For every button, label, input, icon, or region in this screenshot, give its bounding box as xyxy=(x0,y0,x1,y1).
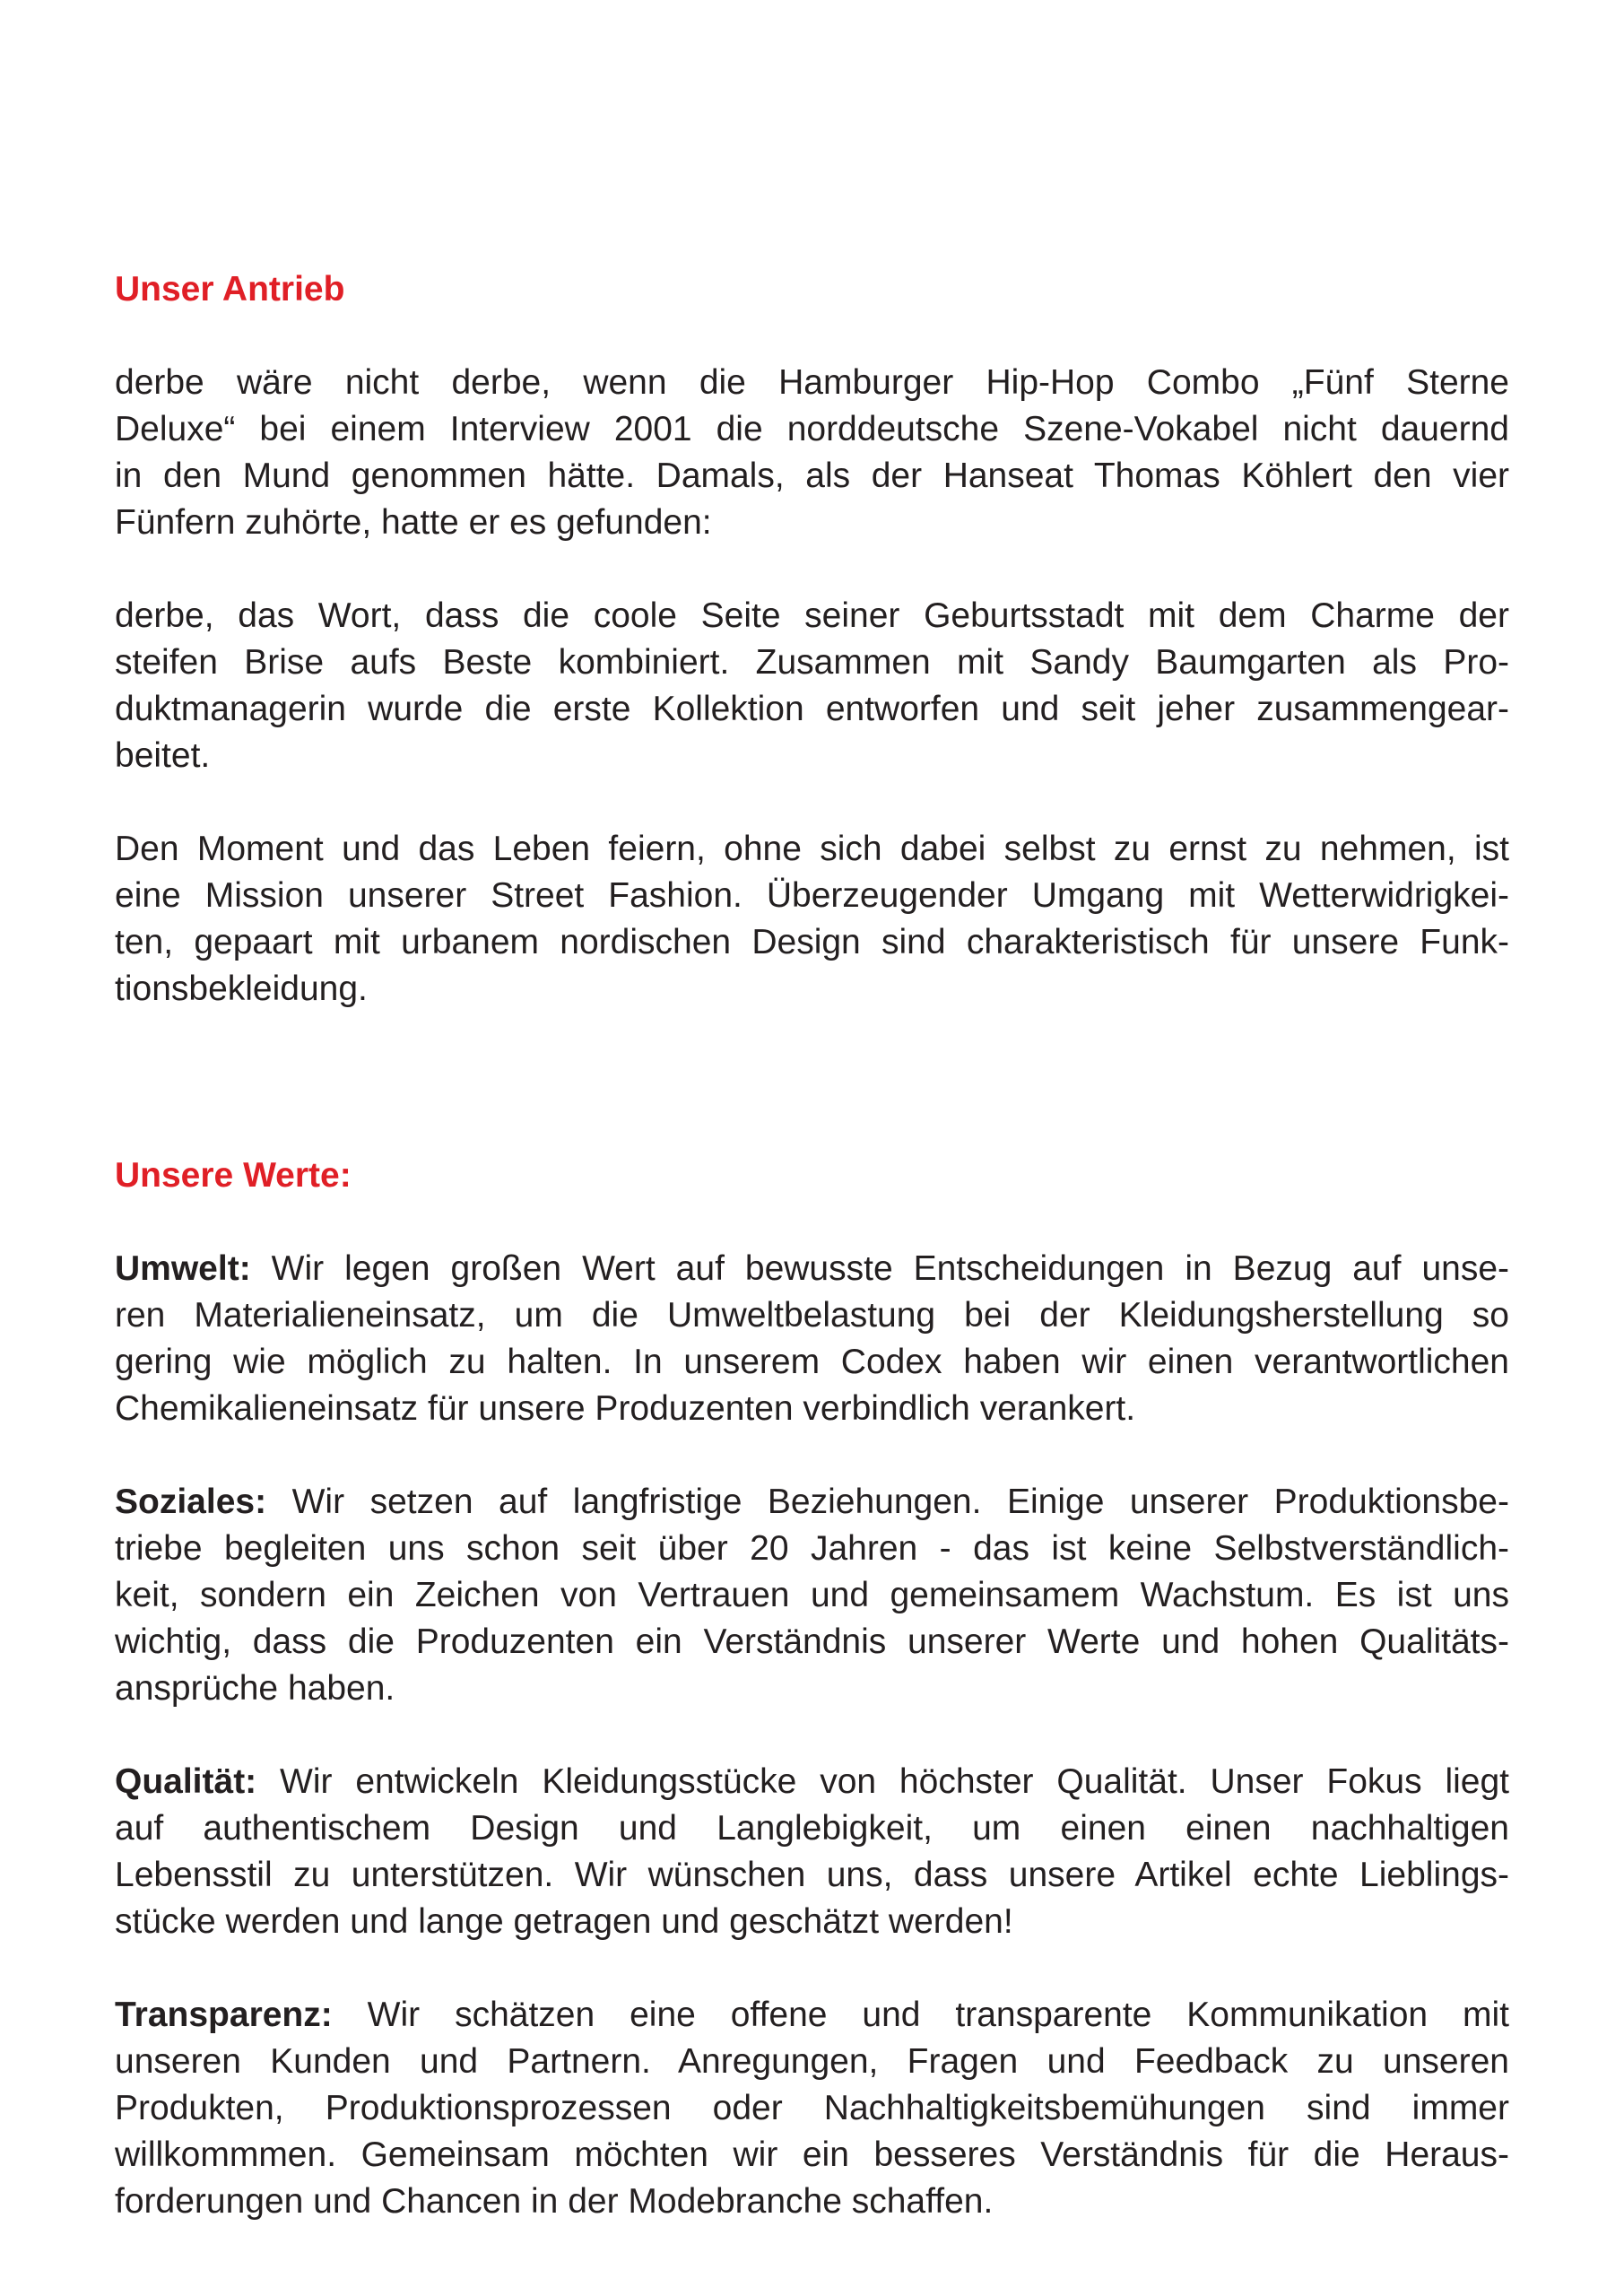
text-line: keit, sondern ein Zeichen von Vertrauen und gemeinsamem Wachstum. Es ist uns xyxy=(115,1576,1509,1614)
value-label: Umwelt: xyxy=(115,1249,251,1288)
text-line xyxy=(115,1992,1509,2039)
text-line: unseren Kunden und Partnern. Anregungen, Fragen und Feedback zu unseren xyxy=(115,2042,1509,2081)
value-item-transparenz xyxy=(115,1992,1509,2225)
value-label: Soziales: xyxy=(115,1483,267,1521)
value-text: Wir legen großen Wert auf bewusste Entscheidungen in Bezug auf unse- xyxy=(250,1249,1509,1288)
value-text: Wir entwickeln Kleidungsstücke von höchster Qualität. Unser Fokus liegt xyxy=(256,1762,1509,1801)
text-line: gering wie möglich zu halten. In unserem Codex haben wir einen verantwortlichen xyxy=(115,1343,1509,1381)
text-line: Fünfern zuhörte, hatte er es gefunden: xyxy=(115,503,712,542)
value-label: Transparenz: xyxy=(115,1996,333,2034)
text-line: Lebensstil zu unterstützen. Wir wünschen uns, dass unsere Artikel echte Lieblings- xyxy=(115,1856,1509,1894)
value-item-umwelt xyxy=(115,1246,1509,1432)
text-line: ansprüche haben. xyxy=(115,1669,395,1708)
text-line: wichtig, dass die Produzenten ein Verständnis unserer Werte und hohen Qualitäts- xyxy=(115,1622,1509,1661)
section-title: Unsere Werte: xyxy=(115,1156,352,1195)
text-line: beitet. xyxy=(115,736,211,775)
text-line: ren Materialieneinsatz, um die Umweltbelastung bei der Kleidungsherstellung so xyxy=(115,1296,1509,1335)
text-line: forderungen und Chancen in der Modebranche schaffen. xyxy=(115,2182,994,2221)
paragraph-antrieb-2 xyxy=(115,593,1509,779)
text-line: eine Mission unserer Street Fashion. Überzeugender Umgang mit Wetterwidrigkei- xyxy=(115,876,1509,915)
value-item-soziales xyxy=(115,1479,1509,1712)
text-line: derbe wäre nicht derbe, wenn die Hamburger Hip-Hop Combo „Fünf Sterne xyxy=(115,363,1509,402)
text-line xyxy=(115,1479,1509,1526)
value-label: Qualität: xyxy=(115,1762,257,1801)
text-line xyxy=(115,1246,1509,1292)
text-line: Den Moment und das Leben feiern, ohne sich dabei selbst zu ernst zu nehmen, ist xyxy=(115,830,1509,868)
text-line: tionsbekleidung. xyxy=(115,970,368,1008)
text-line: steifen Brise aufs Beste kombiniert. Zusammen mit Sandy Baumgarten als Pro- xyxy=(115,643,1509,682)
text-line: willkommmen. Gemeinsam möchten wir ein besseres Verständnis für die Heraus- xyxy=(115,2135,1509,2174)
text-line: in den Mund genommen hätte. Damals, als der Hanseat Thomas Köhlert den vier xyxy=(115,457,1509,495)
text-line: duktmanagerin wurde die erste Kollektion entworfen und seit jeher zusammengear- xyxy=(115,690,1509,728)
text-line: triebe begleiten uns schon seit über 20 Jahren - das ist keine Selbstverständlich- xyxy=(115,1529,1509,1568)
paragraph-antrieb-3 xyxy=(115,826,1509,1013)
text-line xyxy=(115,1759,1509,1805)
value-item-qualitaet xyxy=(115,1759,1509,1945)
section-heading-antrieb xyxy=(115,266,1509,313)
text-line: ten, gepaart mit urbanem nordischen Design sind charakteristisch für unsere Funk- xyxy=(115,923,1509,961)
text-line: derbe, das Wort, dass die coole Seite seiner Geburtsstadt mit dem Charme der xyxy=(115,596,1509,635)
text-line: auf authentischem Design und Langlebigkeit, um einen einen nachhaltigen xyxy=(115,1809,1509,1848)
text-line: Produkten, Produktionsprozessen oder Nachhaltigkeitsbemühungen sind immer xyxy=(115,2089,1509,2127)
text-line: Deluxe“ bei einem Interview 2001 die norddeutsche Szene-Vokabel nicht dauernd xyxy=(115,410,1509,448)
text-line: stücke werden und lange getragen und geschätzt werden! xyxy=(115,1902,1013,1941)
text-line: Chemikalieneinsatz für unsere Produzenten verbindlich verankert. xyxy=(115,1389,1136,1428)
section-heading-werte xyxy=(115,1152,1509,1199)
paragraph-antrieb-1 xyxy=(115,360,1509,546)
value-text: Wir schätzen eine offene und transparente Kommunikation mit xyxy=(332,1996,1509,2034)
section-title: Unser Antrieb xyxy=(115,270,345,309)
value-text: Wir setzen auf langfristige Beziehungen. Einige unserer Produktionsbe- xyxy=(266,1483,1509,1521)
